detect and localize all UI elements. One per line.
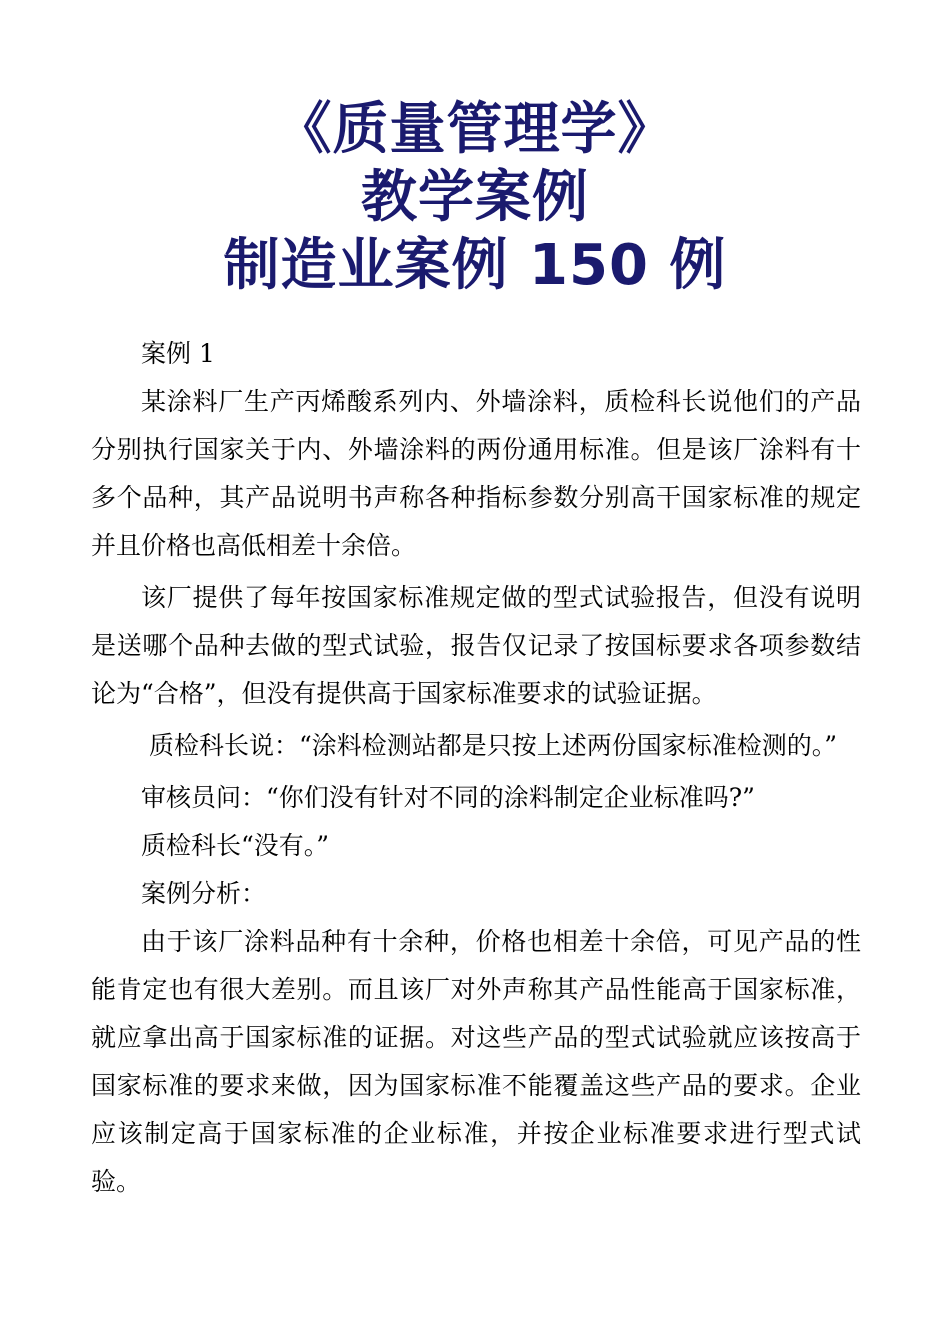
paragraph-2: 该厂提供了每年按国家标准规定做的型式试验报告，但没有说明是送哪个品种去做的型式试验，报告仅记录了按国标要求各项参数结论为“合格”，但没有提供高于国家标准要求的试验证据。 xyxy=(91,583,861,708)
paragraph-6: 由于该厂涂料品种有十余种，价格也相差十余倍，可见产品的性能肯定也有很大差别。而且该厂对外声称其产品性能高于国家标准，就应拿出高于国家标准的证据。对这些产品的型式试验就应该按高于国家标准的要求来做，因为国家标准不能覆盖这些产品的要求。企业应该制定高于国家标准的企业标准，并按企业标准要求进行型式试验。 xyxy=(91,927,861,1196)
analysis-label: 案例分析： xyxy=(141,879,267,908)
document-body xyxy=(91,330,861,1210)
paragraph-4: 审核员问：“你们没有针对不同的涂料制定企业标准吗?” xyxy=(141,783,755,812)
document-title xyxy=(0,96,950,300)
paragraph-1: 某涂料厂生产丙烯酸系列内、外墙涂料，质检科长说他们的产品分别执行国家关于内、外墙涂料的两份通用标准。但是该厂涂料有十多个品种，其产品说明书声称各种指标参数分别高干国家标准的规定并且价格也高低相差十余倍。 xyxy=(91,387,861,560)
title-line-1: 《质量管理学》 xyxy=(275,97,675,162)
paragraph-5: 质检科长“没有。” xyxy=(141,831,330,860)
paragraph-3: 质检科长说：“涂料检测站都是只按上述两份国家标准检测的。” xyxy=(149,731,838,760)
title-line-3: 制造业案例 150 例 xyxy=(223,233,727,298)
title-line-2: 教学案例 xyxy=(361,165,589,230)
case-label: 案例 1 xyxy=(141,339,215,368)
